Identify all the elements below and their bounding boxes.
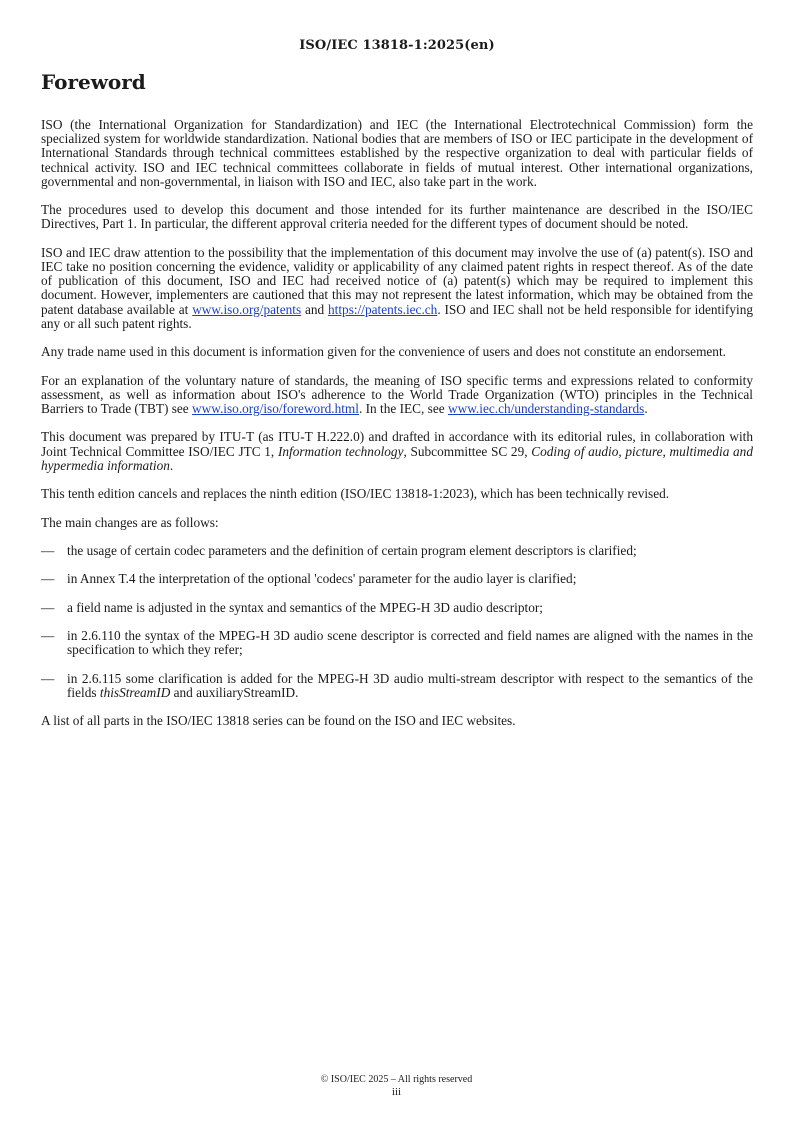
list-dash: — xyxy=(41,670,55,686)
document-identifier: ISO/IEC 13818-1:2025(en) xyxy=(299,38,495,53)
paragraph-organizations: ISO (the International Organization for Standardization) and IEC (the International Electrotechnical Commission) form the specialized system for worldwide standardization. National bodies that are members of ISO or IEC participate in the development of International Standards through technical committees established by the respective organization to deal with particular fields of technical activity. ISO and IEC technical committees collaborate in fields of mutual interest. Other international organizations, governmental and non-governmental, in liaison with ISO and IEC, also take part in the work. xyxy=(41,117,753,189)
iec-understanding-standards-link[interactable]: www.iec.ch/understanding-standards xyxy=(447,401,645,416)
paragraph-main-changes-intro: The main changes are as follows: xyxy=(41,514,219,530)
voluntary-text-a: For an explanation of the voluntary nature of standards, the meaning of ISO specific terms and expressions related to conformity assessment, as well as information about ISO's adherence to the World Trade Organization (WTO) principles in the Technical Barriers to Trade (TBT) see xyxy=(41,372,753,416)
change5-italic-field: thisStreamID xyxy=(99,684,171,700)
list-dash: — xyxy=(41,542,55,558)
change-list-item xyxy=(41,629,753,657)
paragraph-series-list: A list of all parts in the ISO/IEC 13818 series can be found on the ISO and IEC websites. xyxy=(41,713,516,729)
iec-patents-link[interactable]: https://patents.iec.ch xyxy=(328,301,438,317)
change-list-item xyxy=(41,672,753,700)
paragraph-procedures: The procedures used to develop this document and those intended for its further maintenance are described in the ISO/IEC Directives, Part 1. In particular, the different approval criteria needed for the different types of document should be noted. xyxy=(41,202,753,232)
patents-text-c: . ISO and IEC shall not be held responsible for identifying any or all such patent rights. xyxy=(41,301,753,331)
paragraph-trade-name: Any trade name used in this document is information given for the convenience of users and does not constitute an endorsement. xyxy=(41,344,726,360)
change-item-text: the usage of certain codec parameters and the definition of certain program element descriptors is clarified; xyxy=(67,542,637,558)
paragraph-patents xyxy=(41,246,753,331)
voluntary-text-c: . xyxy=(644,401,648,416)
page-number: iii xyxy=(391,1086,402,1098)
change5-text-b: and auxiliaryStreamID. xyxy=(170,684,299,700)
change-list-item xyxy=(41,601,753,615)
prepared-text-a: This document was prepared by ITU-T (as ITU-T H.222.0) and drafted in accordance with its editorial rules, in collaboration with Joint Technical Committee ISO/IEC JTC 1, xyxy=(41,429,753,459)
page-footer xyxy=(0,1073,793,1099)
list-dash: — xyxy=(41,571,55,587)
copyright-notice: © ISO/IEC 2025 – All rights reserved xyxy=(320,1074,473,1085)
voluntary-text-b: . In the IEC, see xyxy=(358,401,448,416)
paragraph-prepared-by xyxy=(41,430,753,473)
iso-foreword-link[interactable]: www.iso.org/iso/foreword.html xyxy=(192,401,359,416)
change-item-text xyxy=(67,672,753,700)
iso-patents-link[interactable]: www.iso.org/patents xyxy=(192,301,302,317)
prepared-italic-committee: Information technology xyxy=(277,443,404,459)
prepared-text-c: . xyxy=(169,457,174,473)
change-item-text: in Annex T.4 the interpretation of the optional 'codecs' parameter for the audio layer is clarified; xyxy=(67,571,577,587)
prepared-text-b: , Subcommittee SC 29, xyxy=(403,443,532,459)
change-item-text: in 2.6.110 the syntax of the MPEG-H 3D audio scene descriptor is corrected and field names are aligned with the names in the specification to which they refer; xyxy=(67,628,753,658)
list-dash: — xyxy=(41,628,55,644)
list-dash: — xyxy=(41,599,55,615)
paragraph-edition: This tenth edition cancels and replaces the ninth edition (ISO/IEC 13818-1:2023), which has been technically revised. xyxy=(41,486,670,502)
prepared-italic-subcommittee: Coding of audio, picture, multimedia and hypermedia information xyxy=(41,443,753,473)
patents-text-b: and xyxy=(301,301,329,317)
change-list-item xyxy=(41,572,753,586)
change-list-item xyxy=(41,544,753,558)
page-title: Foreword xyxy=(41,70,146,94)
change-item-text: a field name is adjusted in the syntax and semantics of the MPEG-H 3D audio descriptor; xyxy=(67,599,543,615)
change5-text-a: in 2.6.115 some clarification is added for the MPEG-H 3D audio multi-stream descriptor with respect to the semantics of the fields xyxy=(67,670,753,700)
foreword-body xyxy=(41,118,753,743)
paragraph-voluntary-nature xyxy=(41,374,753,417)
patents-text-a: ISO and IEC draw attention to the possibility that the implementation of this document may involve the use of (a) patent(s). ISO and IEC take no position concerning the evidence, validity or applicability of any claimed patent rights in respect thereof. As of the date of publication of this document, ISO and IEC had received notice of (a) patent(s) which may be required to implement this document. However, implementers are cautioned that this may not represent the latest information, which may be obtained from the patent database available at xyxy=(41,244,753,317)
